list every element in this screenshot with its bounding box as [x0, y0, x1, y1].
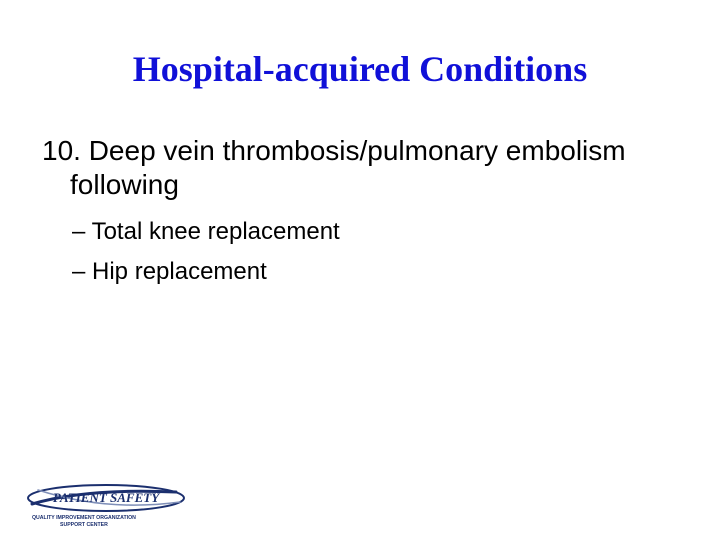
sub-point-knee: – Total knee replacement [72, 218, 340, 245]
sub-point-hip: – Hip replacement [72, 258, 267, 285]
logo-tagline-line2: SUPPORT CENTER [60, 522, 108, 528]
sub-point-list [72, 212, 682, 292]
main-point: 10. Deep vein thrombosis/pulmonary embolism following [42, 135, 626, 200]
logo-tagline-line1: QUALITY IMPROVEMENT ORGANIZATION [32, 515, 136, 521]
logo-wordmark: PATIENT SAFETY [52, 490, 160, 505]
patient-safety-logo [26, 482, 186, 528]
patient-safety-logo-icon [26, 482, 186, 528]
slide-body [42, 134, 682, 292]
slide-title: Hospital-acquired Conditions [132, 49, 588, 89]
